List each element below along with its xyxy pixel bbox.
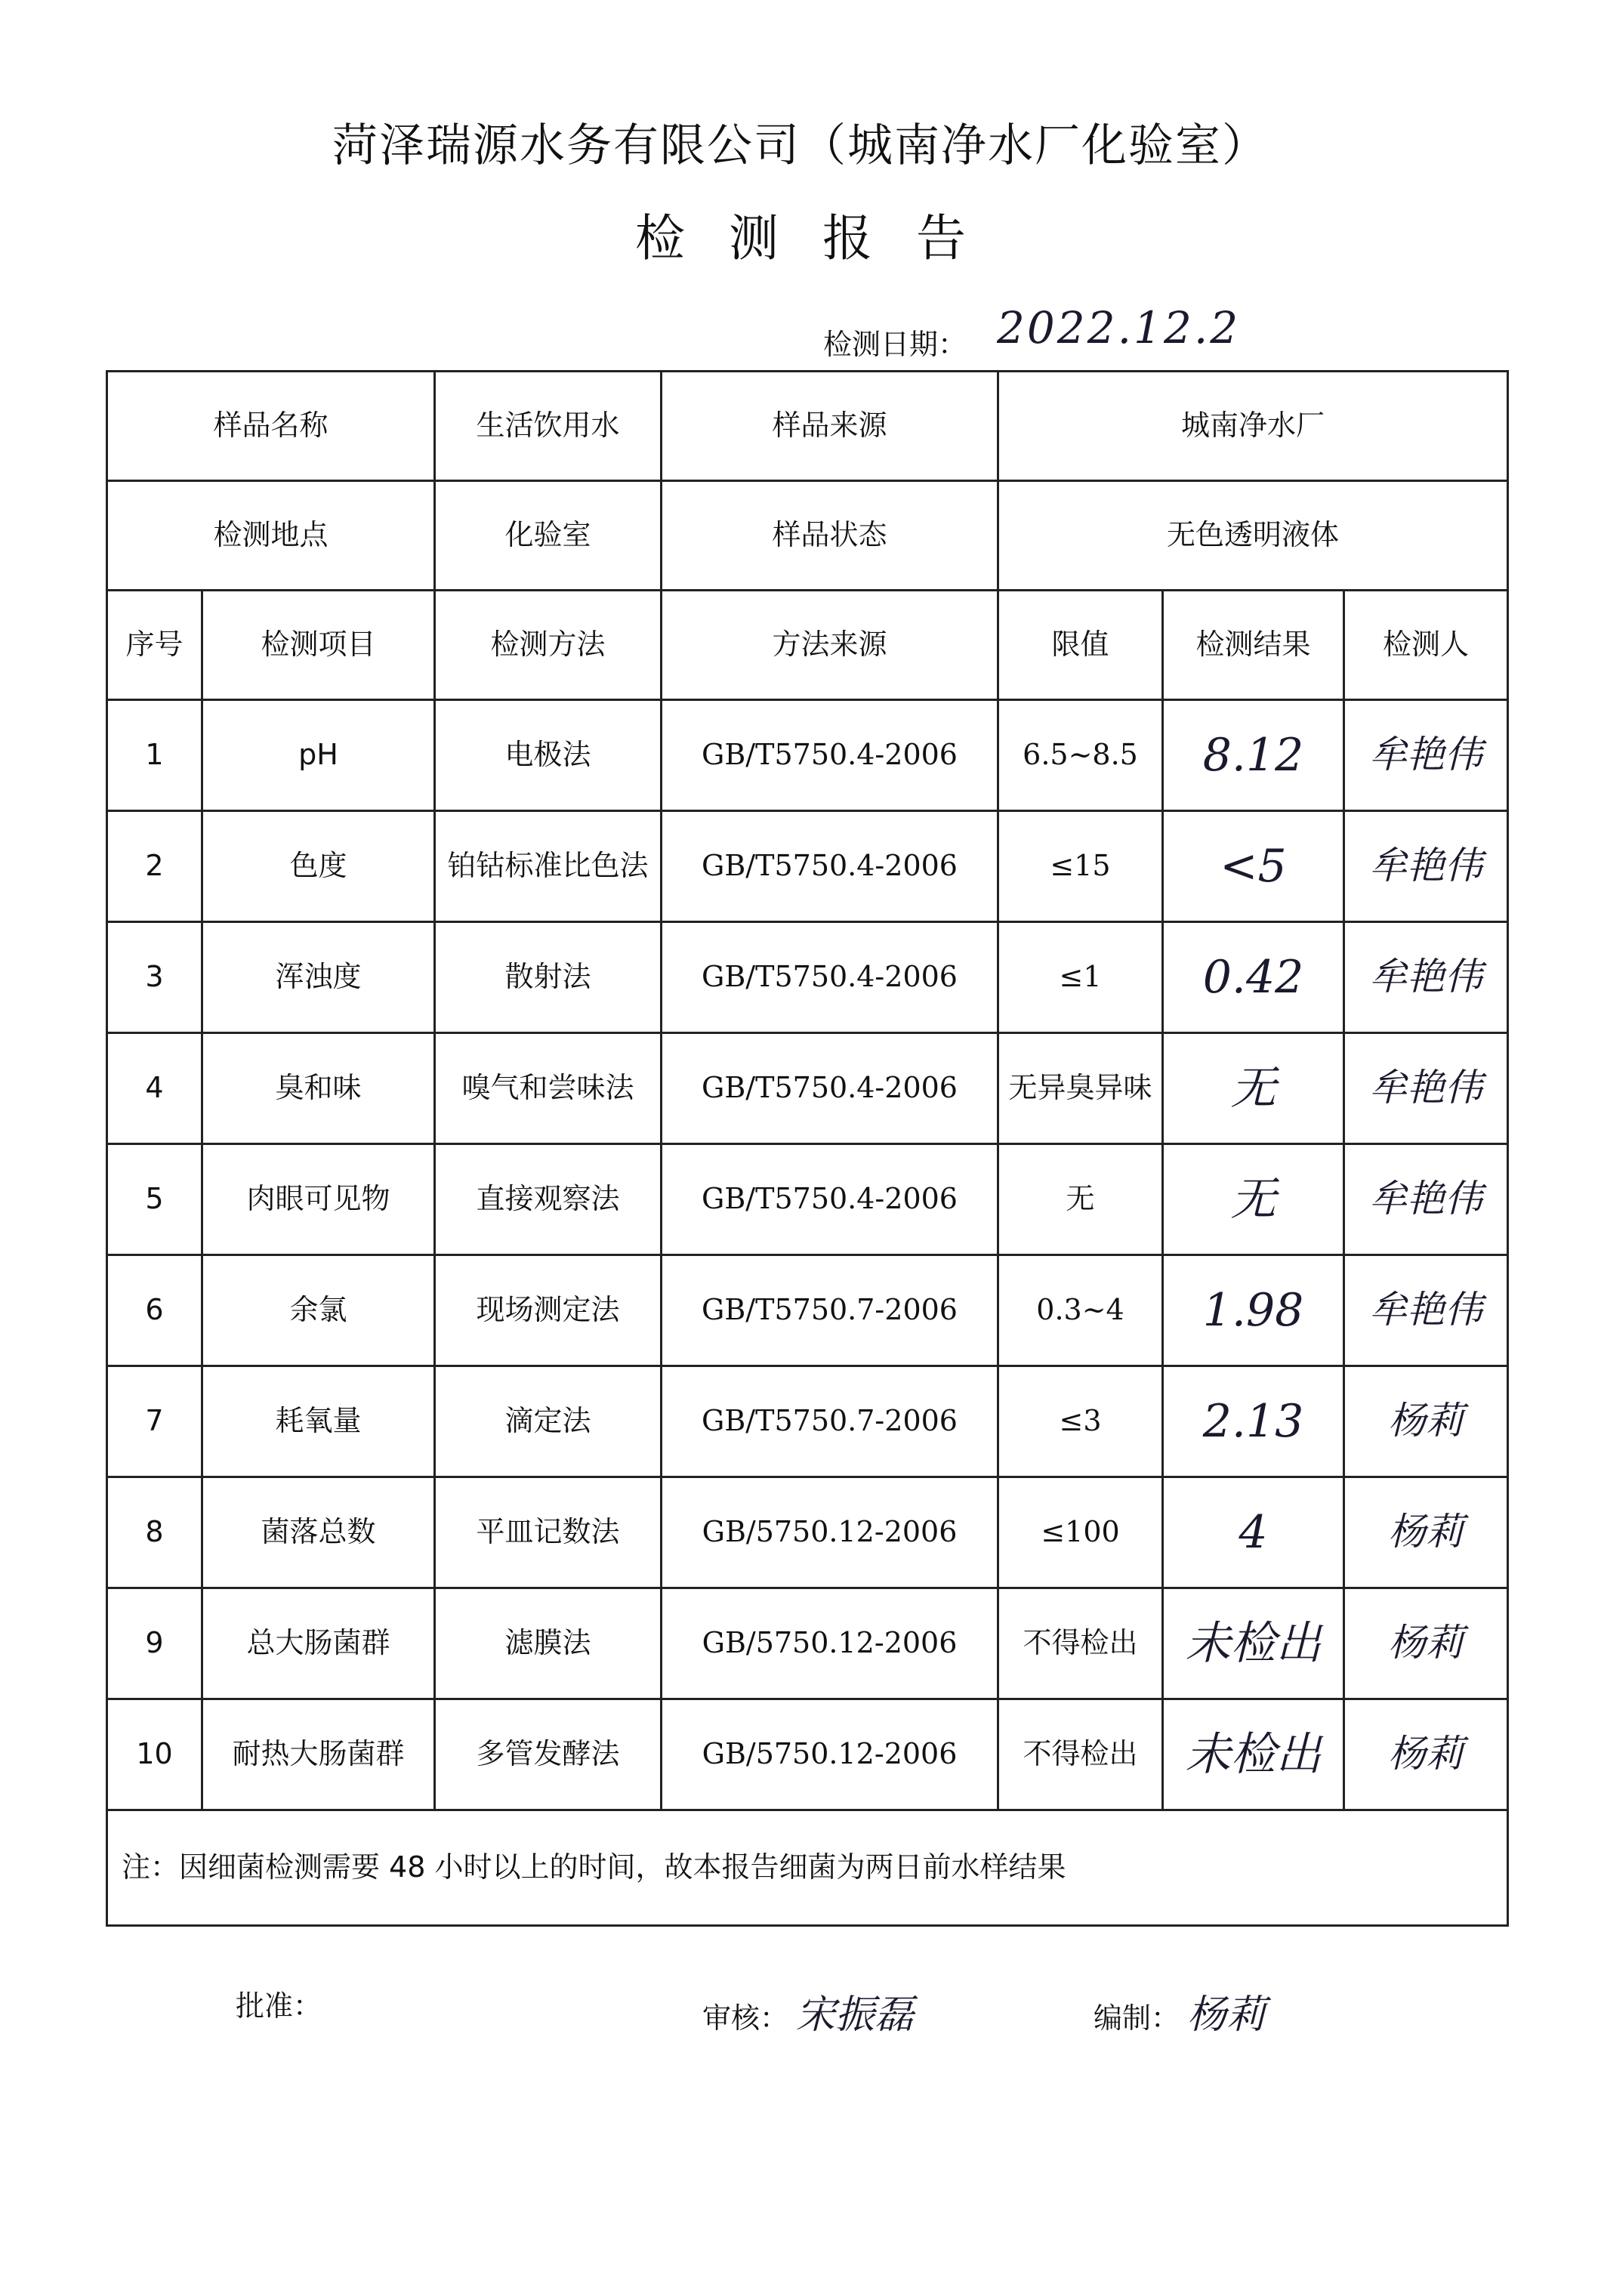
limit-value: 不得检出 [998,1588,1163,1699]
test-item: 耗氧量 [202,1366,435,1477]
row-number: 4 [107,1033,202,1144]
test-item: 耐热大肠菌群 [202,1699,435,1810]
test-method: 直接观察法 [435,1144,662,1255]
info-row-1 [107,372,1508,481]
column-header: 检测结果 [1163,591,1344,700]
test-method: 散射法 [435,922,662,1033]
test-method: 铂钴标准比色法 [435,811,662,922]
test-item: 肉眼可见物 [202,1144,435,1255]
method-source: GB/5750.12-2006 [662,1477,998,1588]
method-source: GB/5750.12-2006 [662,1699,998,1810]
row-number: 6 [107,1255,202,1366]
tester-signature: 杨莉 [1344,1477,1508,1588]
method-source: GB/T5750.4-2006 [662,811,998,922]
column-header: 检测人 [1344,591,1508,700]
row-number: 10 [107,1699,202,1810]
row-number: 1 [107,700,202,811]
method-source: GB/T5750.4-2006 [662,922,998,1033]
test-result: 无 [1163,1033,1344,1144]
test-result: 未检出 [1163,1699,1344,1810]
row-number: 8 [107,1477,202,1588]
test-method: 嗅气和尝味法 [435,1033,662,1144]
row-number: 2 [107,811,202,922]
report-table [106,370,1509,1927]
test-method: 多管发酵法 [435,1699,662,1810]
tester-signature: 牟艳伟 [1344,1144,1508,1255]
row-number: 9 [107,1588,202,1699]
test-result: 1.98 [1163,1255,1344,1366]
test-method: 滤膜法 [435,1588,662,1699]
table-row [107,1477,1508,1588]
table-row [107,700,1508,811]
table-row [107,922,1508,1033]
limit-value: ≤100 [998,1477,1163,1588]
row-number: 7 [107,1366,202,1477]
approve-label: 批准： [236,1989,322,2023]
method-source: GB/5750.12-2006 [662,1588,998,1699]
test-method: 现场测定法 [435,1255,662,1366]
column-header: 序号 [107,591,202,700]
row-number: 5 [107,1144,202,1255]
info-label: 检测地点 [107,481,435,591]
review-label: 审核： [702,2001,789,2035]
info-value: 化验室 [435,481,662,591]
compile-signature [1094,1983,1266,2039]
date-value: 2022.12.2 [997,302,1241,353]
limit-value: ≤15 [998,811,1163,922]
test-item: 色度 [202,811,435,922]
table-row [107,1033,1508,1144]
compile-label: 编制： [1094,2001,1180,2035]
test-method: 滴定法 [435,1366,662,1477]
limit-value: 无异臭异味 [998,1033,1163,1144]
test-method: 平皿记数法 [435,1477,662,1588]
limit-value: 0.3~4 [998,1255,1163,1366]
row-number: 3 [107,922,202,1033]
test-item: 总大肠菌群 [202,1588,435,1699]
test-result: 未检出 [1163,1588,1344,1699]
review-name: 宋振磊 [796,1992,915,2038]
test-result: 8.12 [1163,700,1344,811]
table-row [107,1699,1508,1810]
limit-value: 6.5~8.5 [998,700,1163,811]
tester-signature: 牟艳伟 [1344,1255,1508,1366]
test-result: 无 [1163,1144,1344,1255]
test-item: 菌落总数 [202,1477,435,1588]
method-source: GB/T5750.4-2006 [662,1033,998,1144]
method-source: GB/T5750.7-2006 [662,1255,998,1366]
info-value: 无色透明液体 [998,481,1508,591]
test-item: 余氯 [202,1255,435,1366]
approve-signature [236,1983,322,2024]
tester-signature: 杨莉 [1344,1699,1508,1810]
tester-signature: 牟艳伟 [1344,922,1508,1033]
column-header: 检测项目 [202,591,435,700]
test-method: 电极法 [435,700,662,811]
compile-name: 杨莉 [1187,1992,1266,2038]
note-text: 注：因细菌检测需要 48 小时以上的时间，故本报告细菌为两日前水样结果 [107,1810,1508,1926]
info-label: 样品名称 [107,372,435,481]
test-result: 0.42 [1163,922,1344,1033]
note-row [107,1810,1508,1926]
tester-signature: 牟艳伟 [1344,700,1508,811]
tester-signature: 牟艳伟 [1344,1033,1508,1144]
tester-signature: 杨莉 [1344,1588,1508,1699]
test-item: pH [202,700,435,811]
info-value: 生活饮用水 [435,372,662,481]
column-header: 限值 [998,591,1163,700]
method-source: GB/T5750.4-2006 [662,700,998,811]
limit-value: 不得检出 [998,1699,1163,1810]
column-header: 检测方法 [435,591,662,700]
info-label: 样品状态 [662,481,998,591]
table-row [107,1588,1508,1699]
method-source: GB/T5750.4-2006 [662,1144,998,1255]
test-item: 浑浊度 [202,922,435,1033]
company-title: 菏泽瑞源水务有限公司（城南净水厂化验室） [332,119,1269,172]
table-row [107,811,1508,922]
tester-signature: 杨莉 [1344,1366,1508,1477]
limit-value: ≤1 [998,922,1163,1033]
date-label: 检测日期： [823,328,967,361]
method-source: GB/T5750.7-2006 [662,1366,998,1477]
limit-value: ≤3 [998,1366,1163,1477]
info-label: 样品来源 [662,372,998,481]
test-result: 2.13 [1163,1366,1344,1477]
info-row-2 [107,481,1508,591]
review-signature [702,1983,914,2039]
test-item: 臭和味 [202,1033,435,1144]
table-row [107,1366,1508,1477]
limit-value: 无 [998,1144,1163,1255]
column-header: 方法来源 [662,591,998,700]
test-result: 4 [1163,1477,1344,1588]
info-value: 城南净水厂 [998,372,1508,481]
table-row [107,1255,1508,1366]
report-title: 检测报告 [635,209,1010,267]
test-result: <5 [1163,811,1344,922]
column-header-row [107,591,1508,700]
table-row [107,1144,1508,1255]
tester-signature: 牟艳伟 [1344,811,1508,922]
